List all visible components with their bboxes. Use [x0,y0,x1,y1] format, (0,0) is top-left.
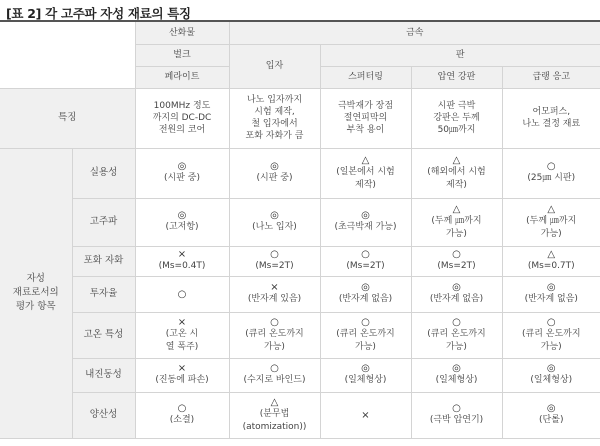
rating-note: (반자계 있음) [247,294,302,305]
rating-note: (단롤) [539,415,564,426]
rating-note: (반자계 없음) [429,294,484,305]
rating-symbol: ◎ [361,363,370,375]
rating-symbol: ○ [270,363,279,375]
row-label: 양산성 [72,392,135,438]
rating-cell [135,276,229,312]
rating-cell [229,276,320,312]
rating-cell [502,198,600,246]
rating-cell [229,198,320,246]
rating-note: (시판 중) [164,173,200,184]
rating-symbol: ◎ [270,161,279,173]
rating-cell [411,198,502,246]
rating-note: (큐리 온도까지 가능) [427,329,486,352]
evaluation-group-label: 자성 재료로서의 평가 항목 [0,148,72,438]
rating-note: (Ms=2T) [437,261,476,272]
header-sputtering: 스퍼터링 [320,66,411,88]
rating-symbol: △ [452,204,461,216]
rating-cell [229,312,320,358]
table-row [0,246,600,276]
rating-symbol: × [177,363,187,375]
rating-cell [320,312,411,358]
rating-cell [229,148,320,198]
rating-symbol: ○ [177,403,187,415]
rating-note: (일체형상) [344,375,387,386]
rating-note: (고온 시 열 폭주) [165,329,199,352]
corner-cell [0,21,135,88]
table-row [0,358,600,392]
header-oxide: 산화물 [135,21,229,44]
rating-cell [320,358,411,392]
feature-cell: 어모퍼스, 나노 결정 재료 [502,88,600,148]
table-row [0,392,600,438]
material-comparison-table [0,20,600,439]
header-bulk: 벌크 [135,44,229,66]
rating-note: (일체형상) [530,375,573,386]
rating-note: (큐리 온도까지 가능) [336,329,395,352]
header-metal: 금속 [229,21,600,44]
rating-symbol: ○ [452,403,461,415]
row-label: 내진동성 [72,358,135,392]
rating-symbol: ○ [270,249,279,261]
rating-symbol: ○ [546,317,556,329]
rating-note: (나노 입자) [252,222,297,233]
rating-note: (소결) [169,415,195,426]
rating-note: (큐리 온도까지 가능) [245,329,304,352]
rating-symbol: △ [270,397,279,409]
rating-symbol: ◎ [361,210,370,222]
rating-note: (Ms=2T) [346,261,385,272]
rating-symbol: × [177,249,187,261]
rating-cell [135,198,229,246]
table-row [0,148,600,198]
feature-cell: 극박재가 장점 절연피막의 부착 용이 [320,88,411,148]
header-quenched: 급랭 응고 [502,66,600,88]
rating-note: (극박 압연기) [429,415,484,426]
rating-cell [320,246,411,276]
rating-cell [502,392,600,438]
row-label: 고온 특성 [72,312,135,358]
rating-symbol: ◎ [546,282,556,294]
rating-symbol: △ [547,249,556,261]
rating-cell [320,392,411,438]
rating-cell [229,392,320,438]
rating-note: (Ms=2T) [255,261,294,272]
rating-cell [411,276,502,312]
rating-note: (수지로 바인드) [243,375,306,386]
feature-cell: 시판 극박 강판은 두께 50㎛까지 [411,88,502,148]
rating-symbol: △ [361,155,370,167]
row-label: 투자율 [72,276,135,312]
rating-cell [320,198,411,246]
rating-note: (초극박재 가능) [334,222,397,233]
rating-symbol: × [361,409,370,421]
rating-symbol: ○ [361,317,370,329]
rating-note: (진동에 파손) [155,375,209,386]
rating-cell [411,246,502,276]
rating-note: (25㎛ 시판) [527,173,576,184]
rating-symbol: ○ [270,317,279,329]
row-label: 실용성 [72,148,135,198]
rating-cell [135,312,229,358]
rating-note: (일본에서 시험 제작) [336,167,395,190]
rating-cell [135,392,229,438]
row-label: 포화 자화 [72,246,135,276]
rating-cell [411,358,502,392]
rating-cell [502,148,600,198]
rating-cell [135,246,229,276]
rating-cell [320,276,411,312]
rating-symbol: × [177,317,187,329]
rating-symbol: ◎ [177,161,187,173]
table-row [0,276,600,312]
rating-note: (두께 ㎛까지 가능) [526,216,577,239]
rating-cell [502,358,600,392]
rating-symbol: ◎ [177,210,187,222]
rating-note: (두께 ㎛까지 가능) [431,216,482,239]
rating-note: (큐리 온도까지 가능) [521,329,581,352]
table-row [0,198,600,246]
rating-cell [135,358,229,392]
header-rolled-steel: 압연 강판 [411,66,502,88]
header-particle: 입자 [229,44,320,88]
rating-symbol: ◎ [452,363,461,375]
table-row [0,312,600,358]
rating-note: (반자계 없음) [338,294,393,305]
rating-cell [411,312,502,358]
rating-symbol: ○ [452,249,461,261]
rating-note: (고저항) [165,222,199,233]
rating-cell [411,392,502,438]
table-title: [표 2] 각 고주파 자성 재료의 특징 [6,6,191,21]
rating-cell [135,148,229,198]
rating-symbol: △ [452,155,461,167]
rating-symbol: △ [547,204,556,216]
feature-cell: 100MHz 정도 까지의 DC-DC 전원의 코어 [135,88,229,148]
features-label: 특징 [0,88,135,148]
rating-symbol: ◎ [270,210,279,222]
rating-note: (분무법 (atomization)) [242,409,307,432]
row-label: 고주파 [72,198,135,246]
rating-cell [229,358,320,392]
rating-note: (반자계 없음) [524,294,578,305]
rating-cell [502,276,600,312]
feature-cell: 나노 입자까지 시험 제작, 철 입자에서 포화 자화가 큼 [229,88,320,148]
rating-cell [411,148,502,198]
rating-cell [502,246,600,276]
rating-cell [502,312,600,358]
rating-symbol: ◎ [546,403,556,415]
rating-symbol: ○ [546,161,556,173]
rating-note: (해외에서 시험 제작) [427,167,486,190]
rating-note: (Ms=0.4T) [158,261,206,272]
rating-symbol: ◎ [452,282,461,294]
rating-symbol: ◎ [361,282,370,294]
rating-cell [229,246,320,276]
rating-note: (일체형상) [435,375,478,386]
header-ferrite: 페라이트 [135,66,229,88]
header-plate: 판 [320,44,600,66]
rating-symbol: ◎ [546,363,556,375]
rating-symbol: ○ [177,288,187,300]
rating-symbol: ○ [452,317,461,329]
rating-note: (Ms=0.7T) [527,261,575,272]
rating-symbol: × [270,282,279,294]
rating-note: (시판 중) [256,173,293,184]
rating-symbol: ○ [361,249,370,261]
rating-cell [320,148,411,198]
